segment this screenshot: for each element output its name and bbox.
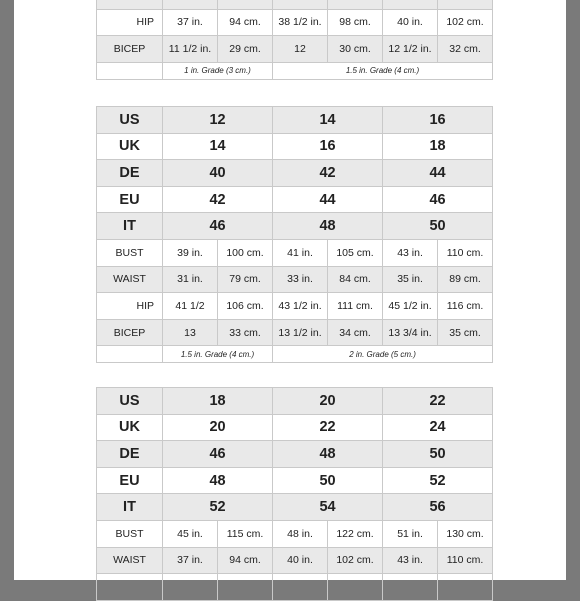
table-row (97, 574, 493, 601)
cell (383, 574, 438, 601)
cell: 45 1/2 in. (383, 293, 438, 320)
cell: 12 (273, 36, 328, 63)
table-row (97, 520, 493, 547)
row-label: IT (97, 213, 163, 240)
cell: 98 cm. (328, 9, 383, 36)
cell: 40 in. (383, 9, 438, 36)
cell: 110 cm. (438, 239, 493, 266)
cell: 35 in. (383, 266, 438, 293)
cell: 89 cm. (438, 266, 493, 293)
cell (438, 574, 493, 601)
size-row-uk (97, 133, 493, 160)
row-label: UK (97, 133, 163, 160)
size-value: 50 (383, 441, 493, 468)
cell (218, 0, 273, 9)
size-value: 48 (273, 213, 383, 240)
grade-note: 1.5 in. Grade (4 cm.) (273, 62, 493, 79)
size-value: 14 (163, 133, 273, 160)
table-row (97, 293, 493, 320)
row-label: WAIST (97, 266, 163, 293)
cell: 32 cm. (438, 36, 493, 63)
size-table-1 (96, 0, 493, 80)
row-label: BUST (97, 239, 163, 266)
cell (163, 574, 218, 601)
row-label: WAIST (97, 547, 163, 574)
grade-row (97, 346, 493, 363)
table-row (97, 0, 493, 9)
cell: 102 cm. (328, 547, 383, 574)
size-value: 22 (383, 388, 493, 415)
size-value: 50 (273, 467, 383, 494)
row-label: BICEP (97, 319, 163, 346)
cell: 105 cm. (328, 239, 383, 266)
cell: 100 cm. (218, 239, 273, 266)
cell: 102 cm. (438, 9, 493, 36)
grade-row (97, 62, 493, 79)
cell: 41 in. (273, 239, 328, 266)
size-row-uk (97, 414, 493, 441)
grade-note: 2 in. Grade (5 cm.) (273, 346, 493, 363)
row-label: BICEP (97, 36, 163, 63)
cell: 110 cm. (438, 547, 493, 574)
cell: 130 cm. (438, 520, 493, 547)
row-label: HIP (97, 9, 163, 36)
size-row-eu (97, 467, 493, 494)
cell: 43 in. (383, 239, 438, 266)
size-value: 14 (273, 107, 383, 134)
size-value: 56 (383, 494, 493, 521)
size-value: 16 (273, 133, 383, 160)
row-label: EU (97, 186, 163, 213)
cell (273, 0, 328, 9)
row-label: US (97, 388, 163, 415)
cell: 35 cm. (438, 319, 493, 346)
size-value: 24 (383, 414, 493, 441)
size-value: 16 (383, 107, 493, 134)
size-chart-page (14, 0, 566, 580)
grade-label-empty (97, 62, 163, 79)
row-label: US (97, 107, 163, 134)
cell: 106 cm. (218, 293, 273, 320)
cell: 84 cm. (328, 266, 383, 293)
cell: 111 cm. (328, 293, 383, 320)
size-value: 18 (163, 388, 273, 415)
size-value: 40 (163, 160, 273, 187)
row-label: BUST (97, 520, 163, 547)
cell: 41 1/2 (163, 293, 218, 320)
size-value: 46 (383, 186, 493, 213)
cell: 37 in. (163, 547, 218, 574)
size-value: 20 (273, 388, 383, 415)
table-row (97, 319, 493, 346)
grade-note: 1.5 in. Grade (4 cm.) (163, 346, 273, 363)
size-value: 42 (163, 186, 273, 213)
size-value: 50 (383, 213, 493, 240)
row-label: IT (97, 494, 163, 521)
cell (328, 0, 383, 9)
size-row-us (97, 388, 493, 415)
size-value: 22 (273, 414, 383, 441)
row-label: EU (97, 467, 163, 494)
row-label: DE (97, 160, 163, 187)
cell: 12 1/2 in. (383, 36, 438, 63)
cell: 11 1/2 in. (163, 36, 218, 63)
size-row-it (97, 494, 493, 521)
cell: 43 in. (383, 547, 438, 574)
cell: 45 in. (163, 520, 218, 547)
grade-note: 1 in. Grade (3 cm.) (163, 62, 273, 79)
size-value: 44 (383, 160, 493, 187)
size-value: 12 (163, 107, 273, 134)
cell: 94 cm. (218, 547, 273, 574)
cell: 51 in. (383, 520, 438, 547)
size-row-de (97, 160, 493, 187)
table-row (97, 266, 493, 293)
table-row (97, 547, 493, 574)
cell: 30 cm. (328, 36, 383, 63)
cell: 94 cm. (218, 9, 273, 36)
row-label: HIP (97, 293, 163, 320)
table-row (97, 9, 493, 36)
cell: 31 in. (163, 266, 218, 293)
size-value: 52 (163, 494, 273, 521)
cell (328, 574, 383, 601)
cell: 48 in. (273, 520, 328, 547)
cell (273, 574, 328, 601)
size-row-eu (97, 186, 493, 213)
cell: 29 cm. (218, 36, 273, 63)
cell (163, 0, 218, 9)
size-value: 54 (273, 494, 383, 521)
size-value: 48 (163, 467, 273, 494)
cell: 40 in. (273, 547, 328, 574)
size-row-it (97, 213, 493, 240)
cell: 122 cm. (328, 520, 383, 547)
cell: 13 (163, 319, 218, 346)
grade-label-empty (97, 346, 163, 363)
cell: 116 cm. (438, 293, 493, 320)
cell (438, 0, 493, 9)
size-value: 44 (273, 186, 383, 213)
cell (383, 0, 438, 9)
row-label: DE (97, 441, 163, 468)
table-row (97, 239, 493, 266)
size-row-us (97, 107, 493, 134)
cell: 13 1/2 in. (273, 319, 328, 346)
size-value: 46 (163, 213, 273, 240)
cell: 34 cm. (328, 319, 383, 346)
size-value: 18 (383, 133, 493, 160)
row-label: UK (97, 414, 163, 441)
size-table-2 (96, 106, 493, 363)
size-value: 42 (273, 160, 383, 187)
cell: 38 1/2 in. (273, 9, 328, 36)
size-value: 46 (163, 441, 273, 468)
cell: 33 in. (273, 266, 328, 293)
size-value: 48 (273, 441, 383, 468)
row-label (97, 0, 163, 9)
cell: 13 3/4 in. (383, 319, 438, 346)
size-value: 20 (163, 414, 273, 441)
cell: 79 cm. (218, 266, 273, 293)
cell: 43 1/2 in. (273, 293, 328, 320)
cell: 37 in. (163, 9, 218, 36)
table-row (97, 36, 493, 63)
cell (218, 574, 273, 601)
row-label (97, 574, 163, 601)
cell: 115 cm. (218, 520, 273, 547)
cell: 39 in. (163, 239, 218, 266)
size-value: 52 (383, 467, 493, 494)
cell: 33 cm. (218, 319, 273, 346)
size-row-de (97, 441, 493, 468)
size-table-3 (96, 387, 493, 601)
